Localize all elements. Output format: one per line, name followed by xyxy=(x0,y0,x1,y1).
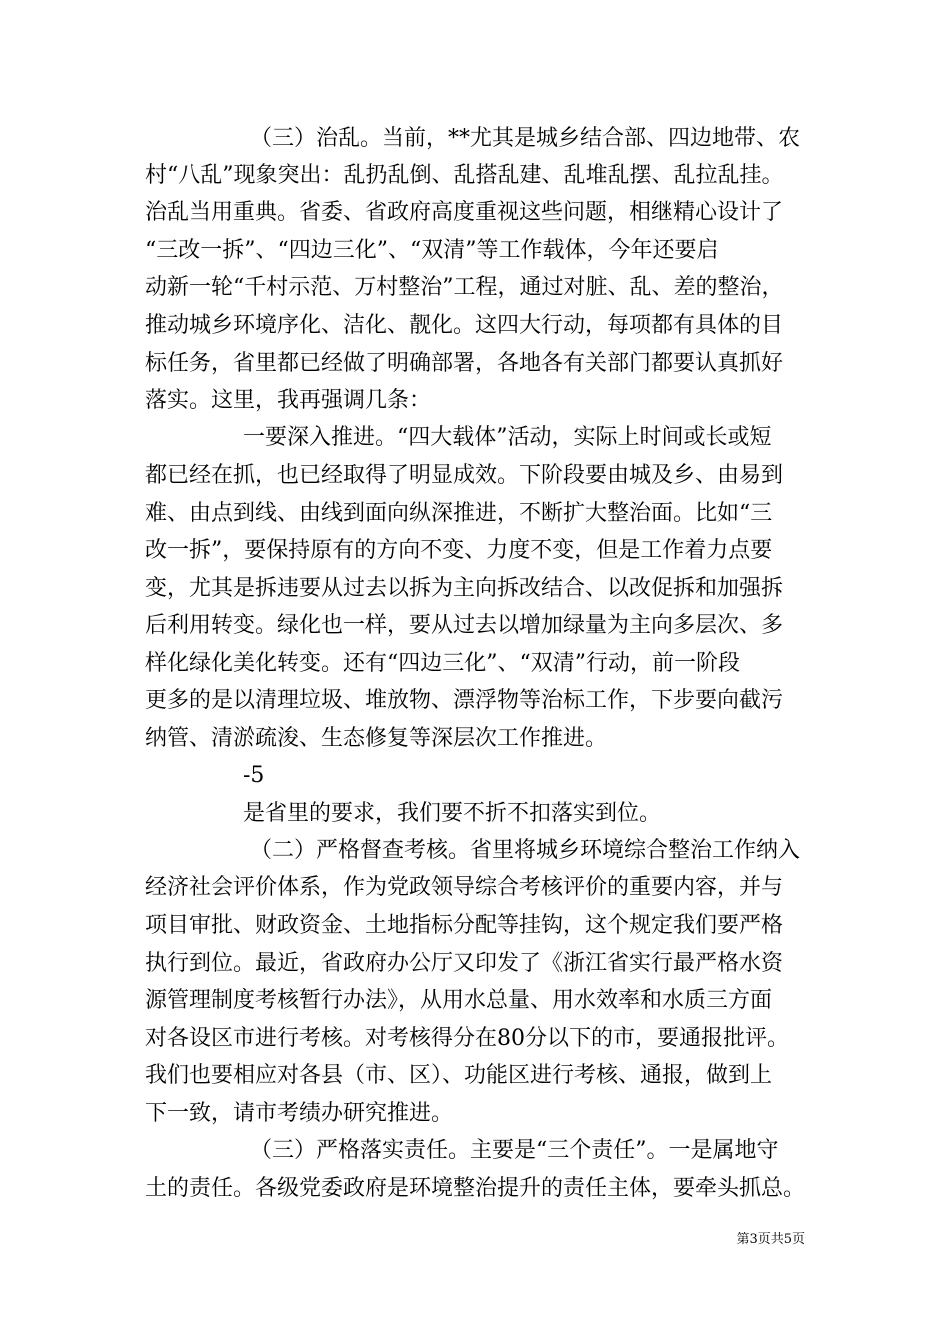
text-line: 改一拆”，要保持原有的方向不变、力度不变，但是工作着力点要 xyxy=(145,538,773,563)
text-line: 执行到位。最近，省政府办公厅又印发了《浙江省实行最严格水资 xyxy=(145,951,784,976)
text-line: 动新一轮“千村示范、万村整治”工程，通过对脏、乱、差的整治， xyxy=(145,275,784,300)
page-marker: -5 xyxy=(243,763,265,788)
text-line: 难、由点到线、由线到面向纵深推进，不断扩大整治面。比如“三 xyxy=(145,501,773,526)
text-line: 源管理制度考核暂行办法》，从用水总量、用水效率和水质三方面 xyxy=(145,988,773,1013)
text-line: 一要深入推进。“四大载体”活动，实际上时间或长或短 xyxy=(243,425,772,450)
text-line: 治乱当用重典。省委、省政府高度重视这些问题，相继精心设计了 xyxy=(145,200,784,225)
text-line: 后利用转变。绿化也一样，要从过去以增加绿量为主向多层次、多 xyxy=(145,613,784,638)
text-line: 落实。这里，我再强调几条： xyxy=(145,388,432,413)
text-line: 都已经在抓，也已经取得了明显成效。下阶段要由城及乡、由易到 xyxy=(145,463,784,488)
text-line: 下一致，请市考绩办研究推进。 xyxy=(145,1101,454,1126)
text-line: 土的责任。各级党委政府是环境整治提升的责任主体，要牵头抓总。 xyxy=(145,1176,806,1201)
text-line: 纳管、清淤疏浚、生态修复等深层次工作推进。 xyxy=(145,726,608,751)
text-line: 标任务，省里都已经做了明确部署，各地各有关部门都要认真抓好 xyxy=(145,351,784,376)
page-footer: 第3页共5页 xyxy=(736,1232,805,1247)
text-line: 经济社会评价体系，作为党政领导综合考核评价的重要内容，并与 xyxy=(145,875,784,900)
text-line: （二）严格督查考核。省里将城乡环境综合整治工作纳入 xyxy=(250,838,801,863)
text-line: 对各设区市进行考核。对考核得分在80分以下的市，要通报批评。 xyxy=(145,1026,789,1051)
text-line: 我们也要相应对各县（市、区）、功能区进行考核、通报，做到上 xyxy=(145,1063,773,1088)
text-line: （三）治乱。当前，**尤其是城乡结合部、四边地带、农 xyxy=(250,126,801,151)
text-line: 村“八乱”现象突出：乱扔乱倒、乱搭乱建、乱堆乱摆、乱拉乱挂。 xyxy=(145,163,784,188)
text-line: 项目审批、财政资金、土地指标分配等挂钩，这个规定我们要严格 xyxy=(145,913,784,938)
text-line: “三改一拆”、“四边三化”、“双清”等工作载体，今年还要启 xyxy=(145,238,719,263)
text-line: 更多的是以清理垃圾、堆放物、漂浮物等治标工作，下步要向截污 xyxy=(145,688,784,713)
text-line: 变，尤其是拆违要从过去以拆为主向拆改结合、以改促拆和加强拆 xyxy=(145,576,784,601)
text-line: 是省里的要求，我们要不折不扣落实到位。 xyxy=(243,801,662,826)
text-line: 样化绿化美化转变。还有“四边三化”、“双清”行动，前一阶段 xyxy=(145,651,740,676)
text-line: （三）严格落实责任。主要是“三个责任”。一是属地守 xyxy=(250,1138,779,1163)
text-line: 推动城乡环境序化、洁化、靓化。这四大行动，每项都有具体的目 xyxy=(145,313,784,338)
